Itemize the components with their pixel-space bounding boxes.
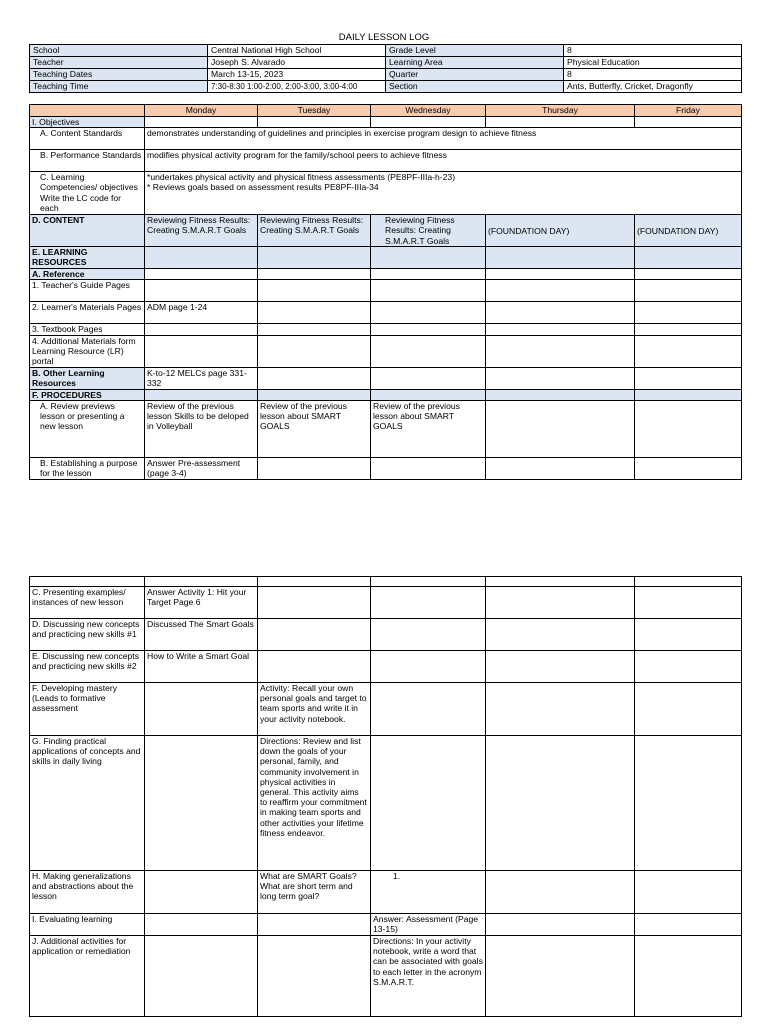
- lesson-log-table-part2: [29, 576, 742, 1017]
- procedure-e-row: [30, 651, 742, 683]
- label-grade-level: Grade Level: [386, 45, 564, 57]
- content-standards-text: demonstrates understanding of guidelines and principles in exercise program design to achieve fitness: [145, 128, 742, 150]
- objectives-heading: I. Objectives: [30, 117, 145, 128]
- label-teaching-dates: Teaching Dates: [30, 69, 208, 81]
- content-tuesday: Reviewing Fitness Results: Creating S.M.A.R.T Goals: [258, 215, 371, 247]
- lesson-log-table-part1: [29, 104, 742, 480]
- procedure-g-tuesday: Directions: Review and list down the goals of your personal, family, and community involvement in physical activities in general. This activity aims to reaffirm your commitment in making team sports and other activities your lifetime fitness endeavor.: [258, 736, 371, 871]
- procedure-b-row: [30, 457, 742, 479]
- value-teaching-time: 7:30-8:30 1:00-2:00, 2:00-3:00, 3:00-4:00: [208, 81, 386, 93]
- page-title: DAILY LESSON LOG: [338, 32, 430, 43]
- procedure-j-label: J. Additional activities for application or remediation: [30, 936, 145, 1017]
- procedure-b-label: B. Establishing a purpose for the lesson: [30, 457, 145, 479]
- procedure-d-monday: Discussed The Smart Goals: [145, 619, 258, 651]
- label-section: Section: [386, 81, 564, 93]
- procedures-heading: F. PROCEDURES: [30, 389, 145, 400]
- resources-heading: E. LEARNING RESOURCES: [30, 247, 145, 269]
- competencies-row: [30, 172, 742, 215]
- procedure-c-row: [30, 587, 742, 619]
- value-learning-area: Physical Education: [564, 57, 742, 69]
- other-resources-row: [30, 367, 742, 389]
- info-table: [29, 44, 742, 93]
- header-tuesday: Tuesday: [258, 105, 371, 117]
- procedure-a-monday: Review of the previous lesson Skills to be deloped in Volleyball: [145, 400, 258, 457]
- procedure-e-monday: How to Write a Smart Goal: [145, 651, 258, 683]
- label-teaching-time: Teaching Time: [30, 81, 208, 93]
- content-thursday: (FOUNDATION DAY): [486, 215, 635, 247]
- procedure-a-wednesday: Review of the previous lesson about SMART GOALS: [371, 400, 486, 457]
- procedure-g-row: [30, 736, 742, 871]
- label-teacher: Teacher: [30, 57, 208, 69]
- content-standards-row: [30, 128, 742, 150]
- value-grade-level: 8: [564, 45, 742, 57]
- value-school: Central National High School: [208, 45, 386, 57]
- procedure-h-tuesday: What are SMART Goals? What are short term and long term goal?: [258, 871, 371, 914]
- reference-row: [30, 269, 742, 280]
- teachers-guide-label: 1. Teacher's Guide Pages: [30, 280, 145, 302]
- resources-heading-row: [30, 247, 742, 269]
- competencies-label: C. Learning Competencies/ objectives Write the LC code for each: [30, 172, 145, 215]
- procedure-h-row: [30, 871, 742, 914]
- label-quarter: Quarter: [386, 69, 564, 81]
- learners-materials-label: 2. Learner's Materials Pages: [30, 302, 145, 324]
- learners-materials-monday: ADM page 1-24: [145, 302, 258, 324]
- info-row-time: [30, 81, 742, 93]
- header-thursday: Thursday: [486, 105, 635, 117]
- textbook-label: 3. Textbook Pages: [30, 324, 145, 335]
- performance-standards-row: [30, 150, 742, 172]
- procedure-j-row: [30, 936, 742, 1017]
- content-standards-label: A. Content Standards: [30, 128, 145, 150]
- header-wednesday: Wednesday: [371, 105, 486, 117]
- blank-top-row: [30, 577, 742, 587]
- performance-standards-text: modifies physical activity program for the family/school peers to achieve fitness: [145, 150, 742, 172]
- reference-label: A. Reference: [30, 269, 145, 280]
- procedure-i-label: I. Evaluating learning: [30, 914, 145, 936]
- procedure-e-label: E. Discussing new concepts and practicing new skills #2: [30, 651, 145, 683]
- content-monday: Reviewing Fitness Results: Creating S.M.A.R.T Goals: [145, 215, 258, 247]
- procedure-h-label: H. Making generalizations and abstractions about the lesson: [30, 871, 145, 914]
- procedure-i-row: [30, 914, 742, 936]
- other-resources-monday: K-to-12 MELCs page 331-332: [145, 367, 258, 389]
- content-label: D. CONTENT: [30, 215, 145, 247]
- procedure-a-tuesday: Review of the previous lesson about SMART GOALS: [258, 400, 371, 457]
- procedure-d-row: [30, 619, 742, 651]
- header-friday: Friday: [635, 105, 742, 117]
- value-teaching-dates: March 13-15, 2023: [208, 69, 386, 81]
- additional-materials-row: [30, 335, 742, 367]
- procedure-g-label: G. Finding practical applications of concepts and skills in daily living: [30, 736, 145, 871]
- info-row-dates: [30, 69, 742, 81]
- day-header-row: [30, 105, 742, 117]
- procedure-f-label: F. Developing mastery (Leads to formative assessment: [30, 683, 145, 736]
- procedure-f-row: [30, 683, 742, 736]
- procedure-j-wednesday: Directions: In your activity notebook, write a word that can be associated with goals to each letter in the acronym S.M.A.R.T.: [371, 936, 486, 1017]
- label-school: School: [30, 45, 208, 57]
- other-resources-label: B. Other Learning Resources: [30, 367, 145, 389]
- value-teacher: Joseph S. Alvarado: [208, 57, 386, 69]
- procedure-b-monday: Answer Pre-assessment (page 3-4): [145, 457, 258, 479]
- info-row-teacher: [30, 57, 742, 69]
- value-section: Ants, Butterfly, Cricket, Dragonfly: [564, 81, 742, 93]
- content-row: [30, 215, 742, 247]
- competency-line-2: * Reviews goals based on assessment results PE8PF-IIIa-34: [147, 182, 379, 193]
- content-wednesday: Reviewing Fitness Results: Creating S.M.A.R.T Goals: [371, 215, 486, 247]
- procedures-heading-row: [30, 389, 742, 400]
- learners-materials-row: [30, 302, 742, 324]
- objectives-row: [30, 117, 742, 128]
- procedure-c-label: C. Presenting examples/ instances of new lesson: [30, 587, 145, 619]
- value-quarter: 8: [564, 69, 742, 81]
- procedure-c-monday: Answer Activity 1: Hit your Target Page 6: [145, 587, 258, 619]
- procedure-a-label: A. Review previews lesson or presenting a new lesson: [30, 400, 145, 457]
- procedure-d-label: D. Discussing new concepts and practicing new skills #1: [30, 619, 145, 651]
- procedure-h-wednesday: 1.: [371, 871, 486, 914]
- procedure-a-row: [30, 400, 742, 457]
- content-friday: (FOUNDATION DAY): [635, 215, 742, 247]
- header-blank: [30, 105, 145, 117]
- info-row-school: [30, 45, 742, 57]
- teachers-guide-row: [30, 280, 742, 302]
- procedure-i-wednesday: Answer: Assessment (Page 13-15): [371, 914, 486, 936]
- additional-materials-label: 4. Additional Materials form Learning Resource (LR) portal: [30, 335, 145, 367]
- textbook-row: [30, 324, 742, 335]
- procedure-f-tuesday: Activity: Recall your own personal goals and target to team sports and write it in your activity notebook.: [258, 683, 371, 736]
- label-learning-area: Learning Area: [386, 57, 564, 69]
- header-monday: Monday: [145, 105, 258, 117]
- performance-standards-label: B. Performance Standards: [30, 150, 145, 172]
- competency-line-1: *undertakes physical activity and physical fitness assessments (PE8PF-IIIa-h-23): [147, 172, 456, 183]
